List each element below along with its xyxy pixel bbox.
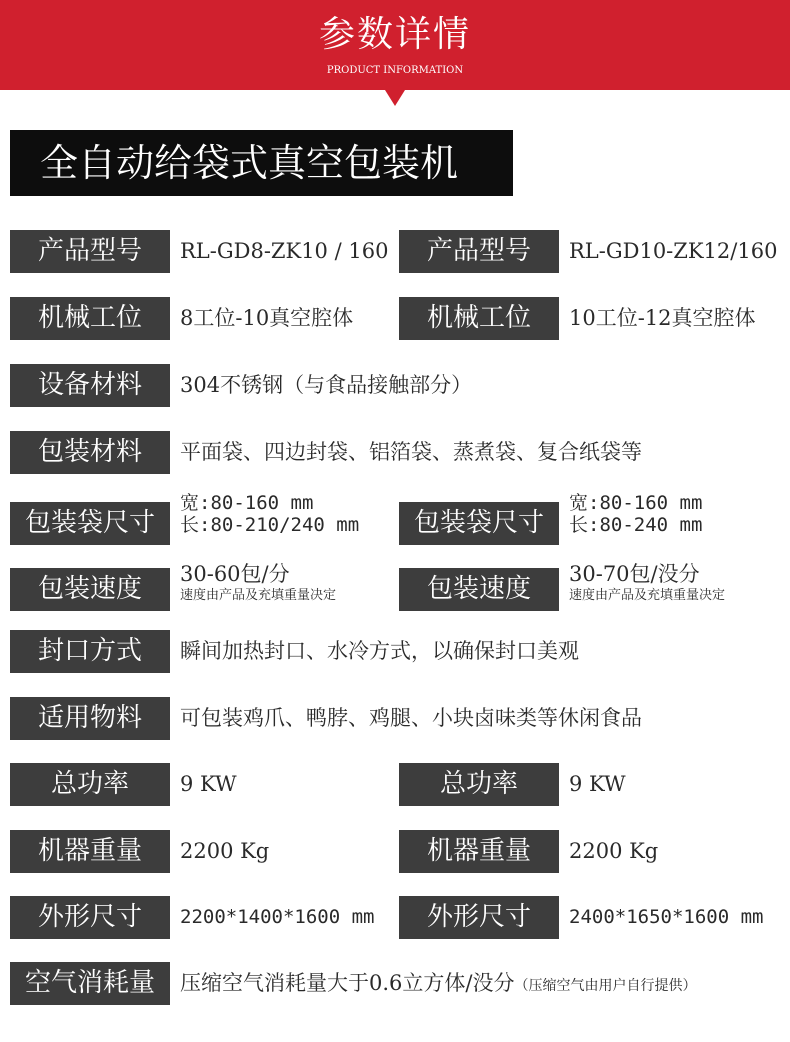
stations-label-b: 机械工位 <box>399 297 559 340</box>
bag-material-label: 包装材料 <box>10 431 170 474</box>
page-subtitle: PRODUCT INFORMATION <box>326 65 464 76</box>
stations-label: 机械工位 <box>10 297 170 340</box>
material-label: 设备材料 <box>10 364 170 407</box>
speed-label-b: 包装速度 <box>399 568 559 611</box>
weight-label: 机器重量 <box>10 830 170 873</box>
bag-size-label-b: 包装袋尺寸 <box>399 502 559 545</box>
banner-arrow <box>385 90 405 106</box>
bag-size-a-width: 宽:80-160 mm <box>180 492 314 514</box>
sealing-value: 瞬间加热封口、水冷方式，以确保封口美观 <box>180 639 579 663</box>
bag-size-value-b <box>569 492 702 536</box>
speed-b-value: 30-70包/没分 <box>569 562 700 586</box>
speed-b-note: 速度由产品及充填重量决定 <box>569 588 726 603</box>
dimensions-value-b: 2400*1650*1600 mm <box>569 906 764 928</box>
dimensions-label-b: 外形尺寸 <box>399 896 559 939</box>
speed-a-note: 速度由产品及充填重量决定 <box>180 588 337 603</box>
stations-value-b: 10工位-12真空腔体 <box>569 306 756 330</box>
air-value-note: （压缩空气由用户自行提供） <box>514 978 697 994</box>
air-label: 空气消耗量 <box>10 962 170 1005</box>
speed-value-a <box>180 561 336 605</box>
power-label: 总功率 <box>10 763 170 806</box>
applicable-value: 可包装鸡爪、鸭脖、鸡腿、小块卤味类等休闲食品 <box>180 706 642 730</box>
stations-value-a: 8工位-10真空腔体 <box>180 306 354 330</box>
model-label: 产品型号 <box>10 230 170 273</box>
air-value <box>180 962 696 1008</box>
model-value-a: RL-GD8-ZK10 / 160 <box>180 239 389 263</box>
bag-size-b-length: 长:80-240 mm <box>569 514 703 536</box>
dimensions-label: 外形尺寸 <box>10 896 170 939</box>
air-value-main: 压缩空气消耗量大于0.6立方体/没分 <box>180 971 515 995</box>
dimensions-value-a: 2200*1400*1600 mm <box>180 906 375 928</box>
sealing-label: 封口方式 <box>10 630 170 673</box>
bag-size-value-a <box>180 492 359 536</box>
bag-size-b-width: 宽:80-160 mm <box>569 492 703 514</box>
bag-size-label: 包装袋尺寸 <box>10 502 170 545</box>
model-value-b: RL-GD10-ZK12/160 <box>569 239 778 263</box>
page-title: 参数详情 <box>318 14 471 55</box>
weight-value-b: 2200 Kg <box>569 839 659 863</box>
bag-size-a-length: 长:80-210/240 mm <box>180 514 360 536</box>
product-name: 全自动给袋式真空包装机 <box>10 130 513 196</box>
bag-material-value: 平面袋、四边封袋、铝箔袋、蒸煮袋、复合纸袋等 <box>180 440 642 464</box>
weight-label-b: 机器重量 <box>399 830 559 873</box>
speed-value-b <box>569 561 725 605</box>
speed-label: 包装速度 <box>10 568 170 611</box>
power-value-a: 9 KW <box>180 772 237 796</box>
material-value: 304不锈钢（与食品接触部分） <box>180 373 473 397</box>
model-label-b: 产品型号 <box>399 230 559 273</box>
speed-a-value: 30-60包/分 <box>180 562 290 586</box>
applicable-label: 适用物料 <box>10 697 170 740</box>
power-value-b: 9 KW <box>569 772 626 796</box>
power-label-b: 总功率 <box>399 763 559 806</box>
weight-value-a: 2200 Kg <box>180 839 270 863</box>
